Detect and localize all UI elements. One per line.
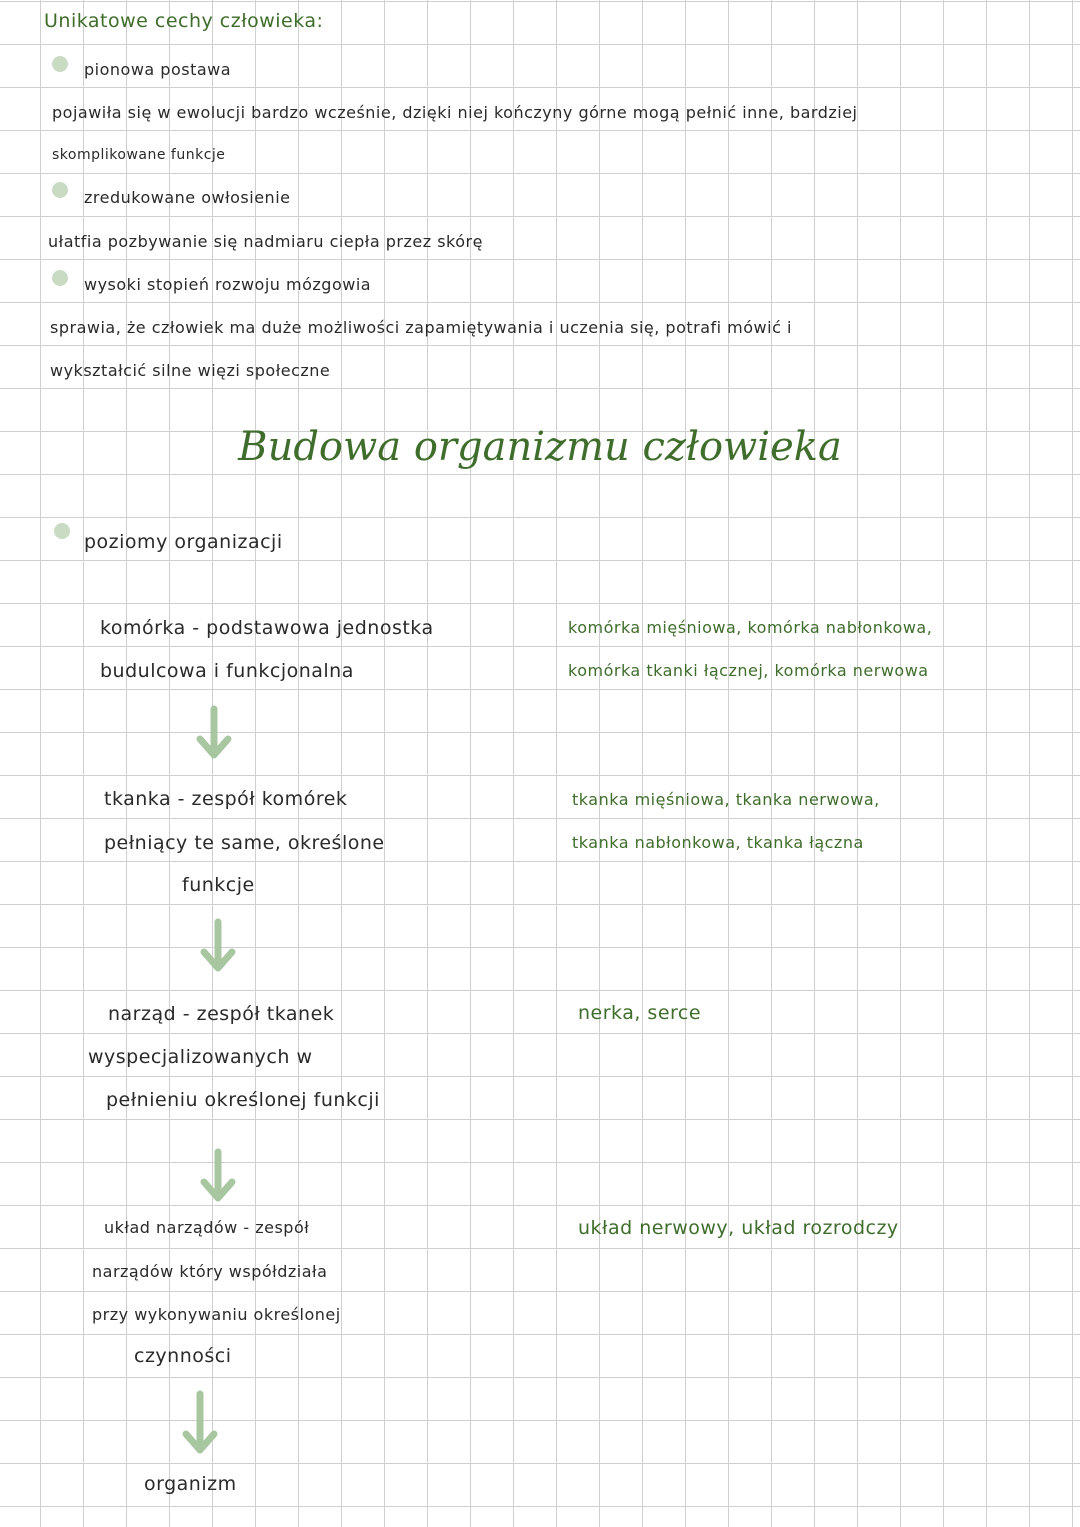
trait-description: wykształcić silne więzi społeczne: [50, 361, 331, 380]
trait-title: wysoki stopień rozwoju mózgowia: [84, 275, 372, 294]
level-definition: komórka - podstawowa jednostka: [100, 617, 434, 639]
level-definition: pełnieniu określonej funkcji: [106, 1089, 380, 1111]
trait-description: sprawia, że człowiek ma duże możliwości zapamiętywania i uczenia się, potrafi mówić i: [50, 318, 792, 337]
level-examples: układ nerwowy, układ rozrodczy: [578, 1217, 899, 1239]
level-definition: przy wykonywaniu określonej: [92, 1305, 341, 1324]
level-definition: narząd - zespół tkanek: [108, 1003, 335, 1025]
level-examples: tkanka mięśniowa, tkanka nerwowa,: [572, 790, 880, 809]
level-definition: czynności: [134, 1345, 232, 1367]
level-examples: komórka tkanki łącznej, komórka nerwowa: [568, 661, 929, 680]
section-heading-unique-traits: Unikatowe cechy człowieka:: [44, 10, 324, 32]
level-definition: narządów który współdziała: [92, 1262, 328, 1281]
level-definition: funkcje: [182, 874, 255, 896]
level-examples: komórka mięśniowa, komórka nabłonkowa,: [568, 618, 933, 637]
page-title: Budowa organizmu człowieka: [238, 424, 842, 470]
trait-title: pionowa postawa: [84, 60, 232, 79]
bullet-icon: [52, 270, 68, 286]
bullet-icon: [54, 523, 70, 539]
level-definition: tkanka - zespół komórek: [104, 788, 348, 810]
bullet-icon: [52, 56, 68, 72]
trait-description: ułatfia pozbywanie się nadmiaru ciepła przez skórę: [48, 232, 483, 251]
bullet-icon: [52, 182, 68, 198]
levels-heading: poziomy organizacji: [84, 531, 283, 553]
level-definition: organizm: [144, 1473, 237, 1495]
arrow-down-icon: [180, 1390, 220, 1458]
level-examples: tkanka nabłonkowa, tkanka łączna: [572, 833, 864, 852]
arrow-down-icon: [198, 1148, 238, 1206]
level-examples: nerka, serce: [578, 1002, 702, 1024]
trait-description: pojawiła się w ewolucji bardzo wcześnie, dzięki niej kończyny górne mogą pełnić inne, bardziej: [52, 103, 858, 122]
level-definition: budulcowa i funkcjonalna: [100, 660, 354, 682]
level-definition: układ narządów - zespół: [104, 1218, 310, 1237]
trait-title: zredukowane owłosienie: [84, 188, 291, 207]
trait-description: skomplikowane funkcje: [52, 147, 226, 163]
arrow-down-icon: [194, 705, 234, 763]
level-definition: wyspecjalizowanych w: [88, 1046, 313, 1068]
level-definition: pełniący te same, określone: [104, 832, 385, 854]
arrow-down-icon: [198, 918, 238, 976]
